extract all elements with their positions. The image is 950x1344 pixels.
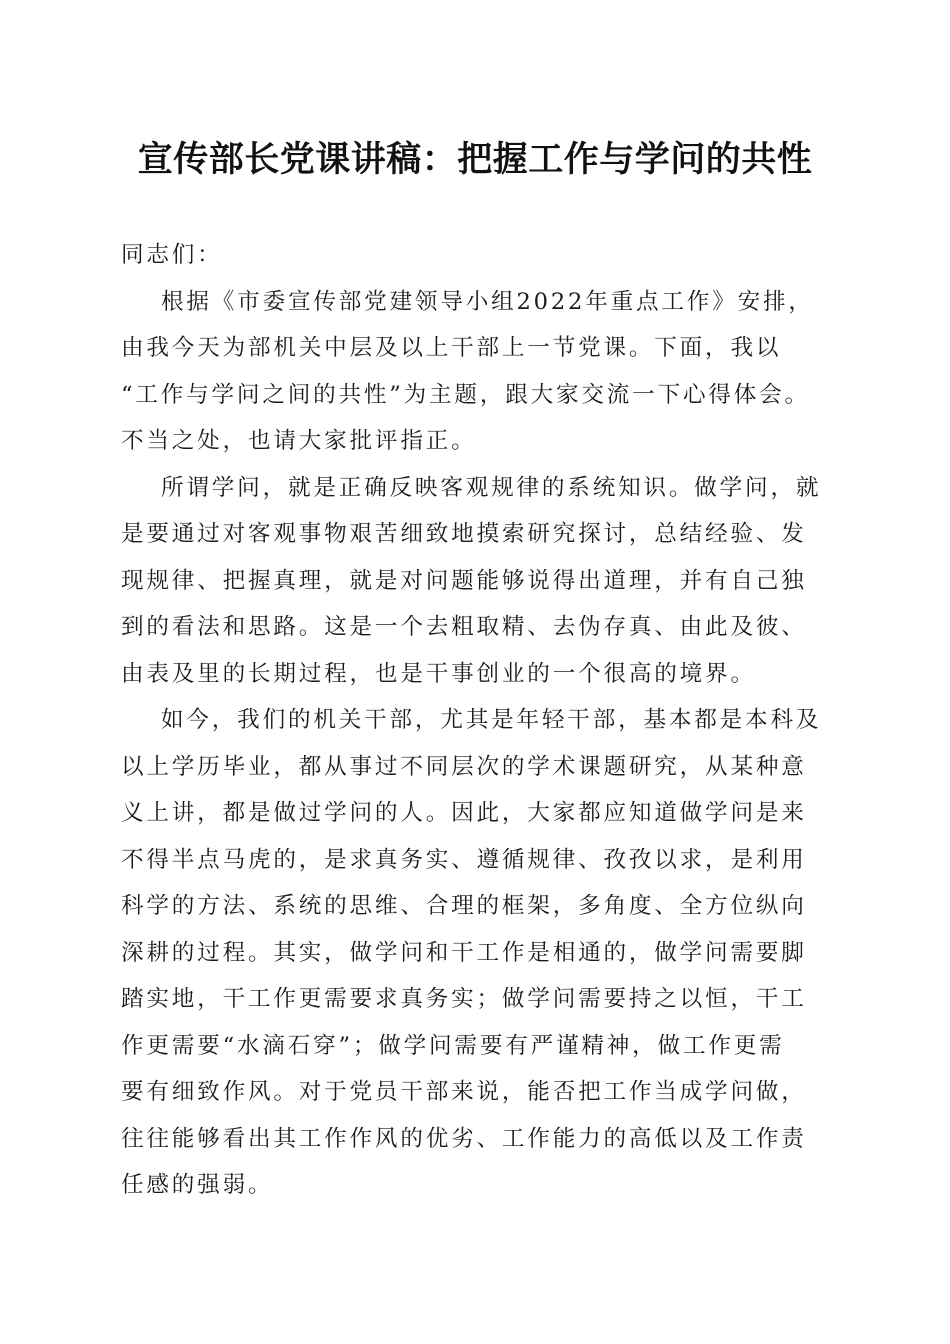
text-line: 由表及里的长期过程，也是干事创业的一个很高的境界。	[121, 660, 756, 687]
text-line: 以上学历毕业，都从事过不同层次的学术课题研究，从某种意	[121, 753, 807, 780]
text-line: 踏实地，干工作更需要求真务实；做学问需要持之以恒，干工	[121, 986, 807, 1012]
text-line: 深耕的过程。其实，做学问和干工作是相通的，做学问需要脚	[121, 939, 807, 966]
text-line: 不当之处，也请大家批评指正。	[121, 428, 477, 454]
text-line: 是要通过对客观事物艰苦细致地摸索研究探讨，总结经验、发	[121, 521, 807, 547]
text-line: 要有细致作风。对于党员干部来说，能否把工作当成学问做，	[121, 1079, 807, 1105]
text-line: 义上讲，都是做过学问的人。因此，大家都应知道做学问是来	[121, 800, 807, 826]
text-line: 现规律、把握真理，就是对问题能够说得出道理，并有自己独	[121, 567, 807, 594]
text-line: 同志们：	[121, 242, 223, 268]
document-title: 宣传部长党课讲稿：把握工作与学问的共性	[137, 139, 813, 180]
text-line: 所谓学问，就是正确反映客观规律的系统知识。做学问，就	[161, 474, 822, 501]
text-line: “工作与学问之间的共性”为主题，跟大家交流一下心得体会。	[121, 381, 810, 408]
text-line: 作更需要“水滴石穿”；做学问需要有严谨精神，做工作更需	[121, 1032, 785, 1059]
text-line: 由我今天为部机关中层及以上干部上一节党课。下面，我以	[121, 335, 782, 361]
document-body	[121, 232, 831, 1209]
text-line: 往往能够看出其工作作风的优劣、工作能力的高低以及工作责	[121, 1125, 807, 1152]
text-line: 不得半点马虎的，是求真务实、遵循规律、孜孜以求，是利用	[121, 846, 807, 873]
text-line: 任感的强弱。	[121, 1172, 274, 1198]
text-line: 根据《市委宣传部党建领导小组2022年重点工作》安排，	[161, 288, 814, 315]
text-line: 科学的方法、系统的思维、合理的框架，多角度、全方位纵向	[121, 893, 807, 919]
text-line: 如今，我们的机关干部，尤其是年轻干部，基本都是本科及	[161, 707, 822, 733]
text-line: 到的看法和思路。这是一个去粗取精、去伪存真、由此及彼、	[121, 614, 807, 640]
